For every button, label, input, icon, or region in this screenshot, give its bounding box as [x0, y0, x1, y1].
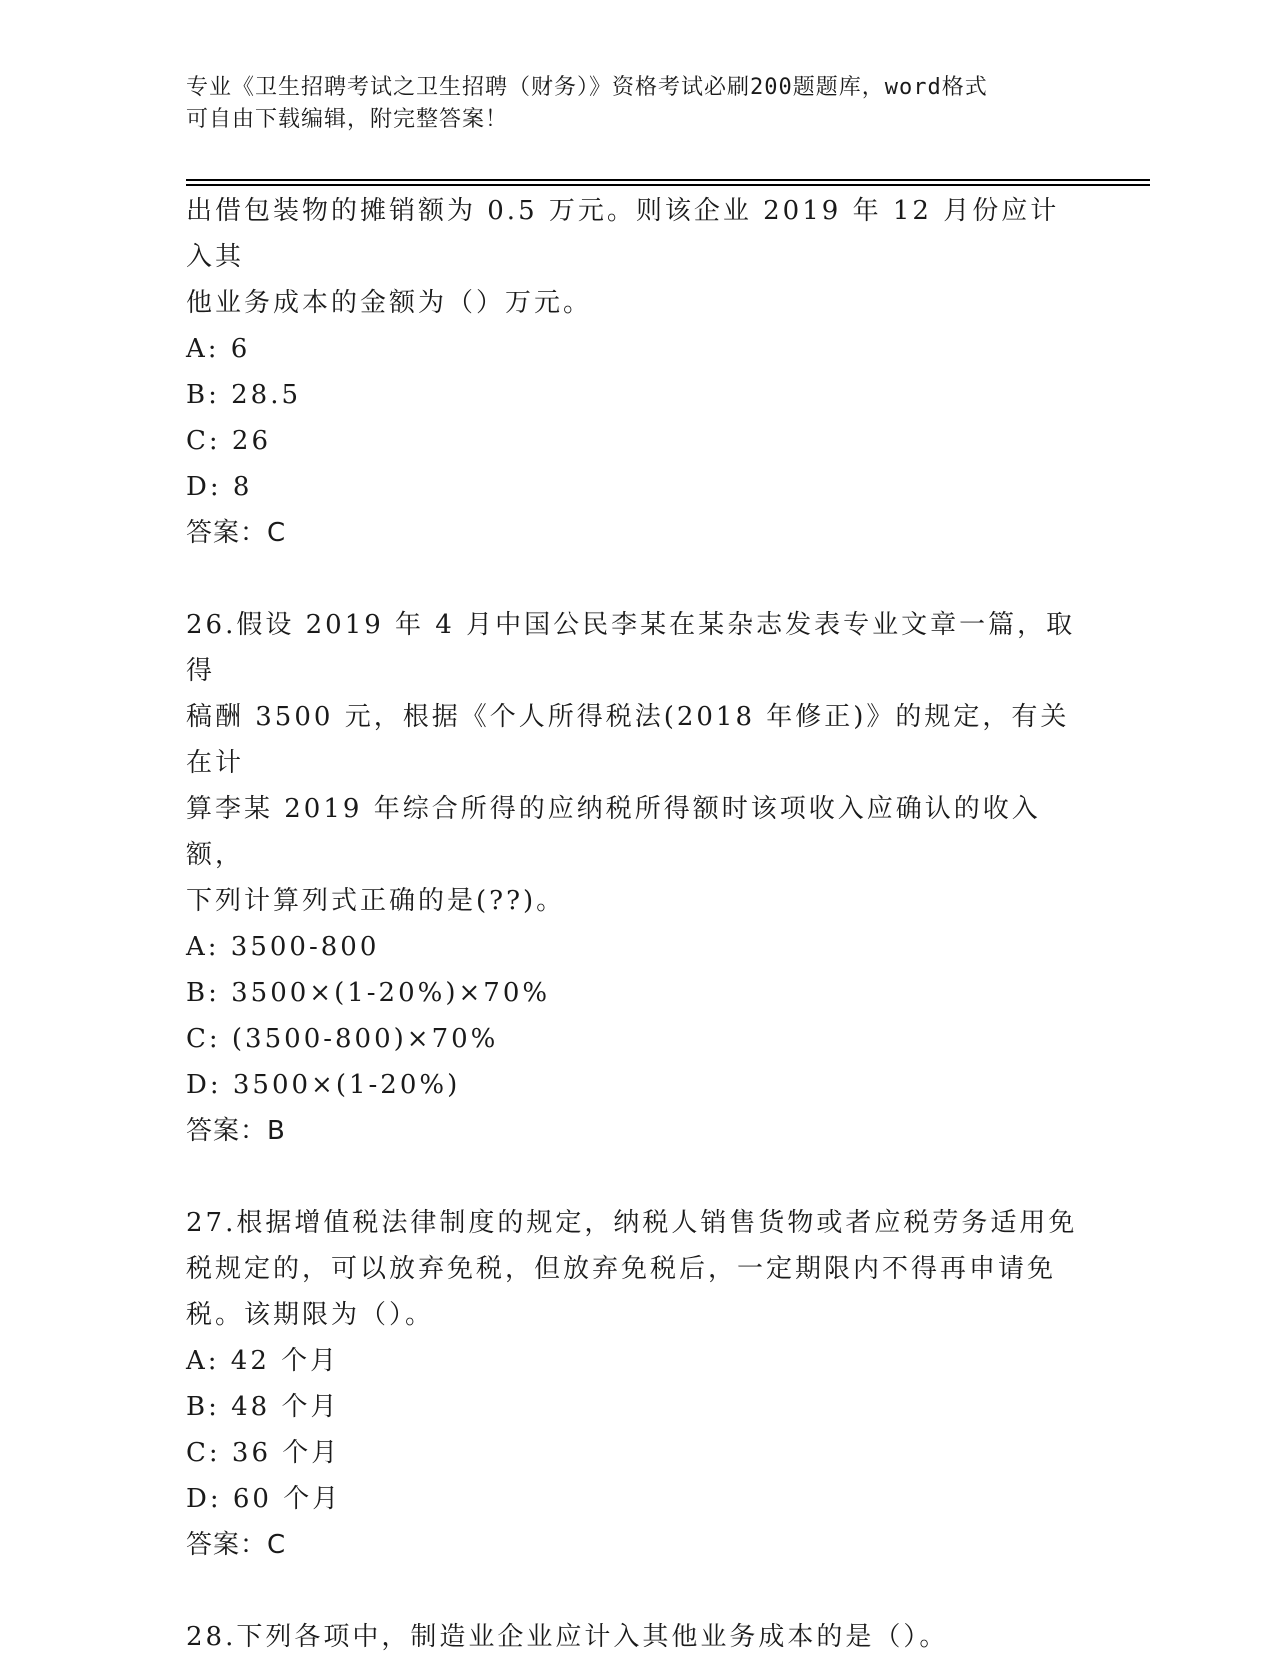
header-title-line-2: 可自由下载编辑，附完整答案！	[186, 107, 509, 132]
option-c: C: 36 个月	[186, 1438, 341, 1468]
question-text-line: 27.根据增值税法律制度的规定，纳税人销售货物或者应税劳务适用免	[186, 1208, 1078, 1238]
header-rule-top	[186, 179, 1150, 181]
option-b: B: 3500×(1-20%)×70%	[186, 978, 551, 1008]
option-d: D: 3500×(1-20%)	[186, 1070, 461, 1100]
option-c: C: (3500-800)×70%	[186, 1024, 499, 1054]
option-c: C: 26	[186, 426, 272, 456]
document-header	[186, 72, 1086, 136]
option-a: A: 3500-800	[186, 932, 380, 962]
question-text-line: 税规定的，可以放弃免税，但放弃免税后，一定期限内不得再申请免	[186, 1254, 1057, 1284]
question-text-line: 下列计算列式正确的是(??)。	[186, 886, 566, 916]
question-text-line: 税。该期限为（）。	[186, 1300, 435, 1330]
header-rule-bottom	[186, 184, 1150, 186]
answer-line: 答案：C	[186, 518, 287, 548]
option-b: B: 48 个月	[186, 1392, 340, 1422]
question-26	[186, 602, 1086, 1154]
question-content	[186, 188, 1086, 1660]
question-text-line: 稿酬 3500 元，根据《个人所得税法(2018 年修正)》的规定，有关在计	[186, 702, 1070, 778]
option-b: B: 28.5	[186, 380, 302, 410]
option-a: A: 42 个月	[186, 1346, 340, 1376]
question-text-line: 他业务成本的金额为（）万元。	[186, 288, 593, 318]
header-title-line-1: 专业《卫生招聘考试之卫生招聘（财务）》资格考试必刷200题题库，word格式	[186, 75, 988, 100]
answer-line: 答案：B	[186, 1116, 286, 1146]
spacer	[186, 556, 1086, 602]
question-text-line: 出借包装物的摊销额为 0.5 万元。则该企业 2019 年 12 月份应计入其	[186, 196, 1060, 272]
spacer	[186, 1154, 1086, 1200]
answer-line: 答案：C	[186, 1530, 287, 1560]
question-27	[186, 1200, 1086, 1568]
option-d: D: 60 个月	[186, 1484, 342, 1514]
option-a: A: 6	[186, 334, 251, 364]
spacer	[186, 1568, 1086, 1614]
question-text-line: 26.假设 2019 年 4 月中国公民李某在某杂志发表专业文章一篇，取得	[186, 610, 1076, 686]
question-25-continuation	[186, 188, 1086, 556]
question-text-line: 28.下列各项中，制造业企业应计入其他业务成本的是（）。	[186, 1622, 949, 1652]
question-text-line: 算李某 2019 年综合所得的应纳税所得额时该项收入应确认的收入额，	[186, 794, 1041, 870]
option-d: D: 8	[186, 472, 253, 502]
question-28	[186, 1614, 1086, 1660]
